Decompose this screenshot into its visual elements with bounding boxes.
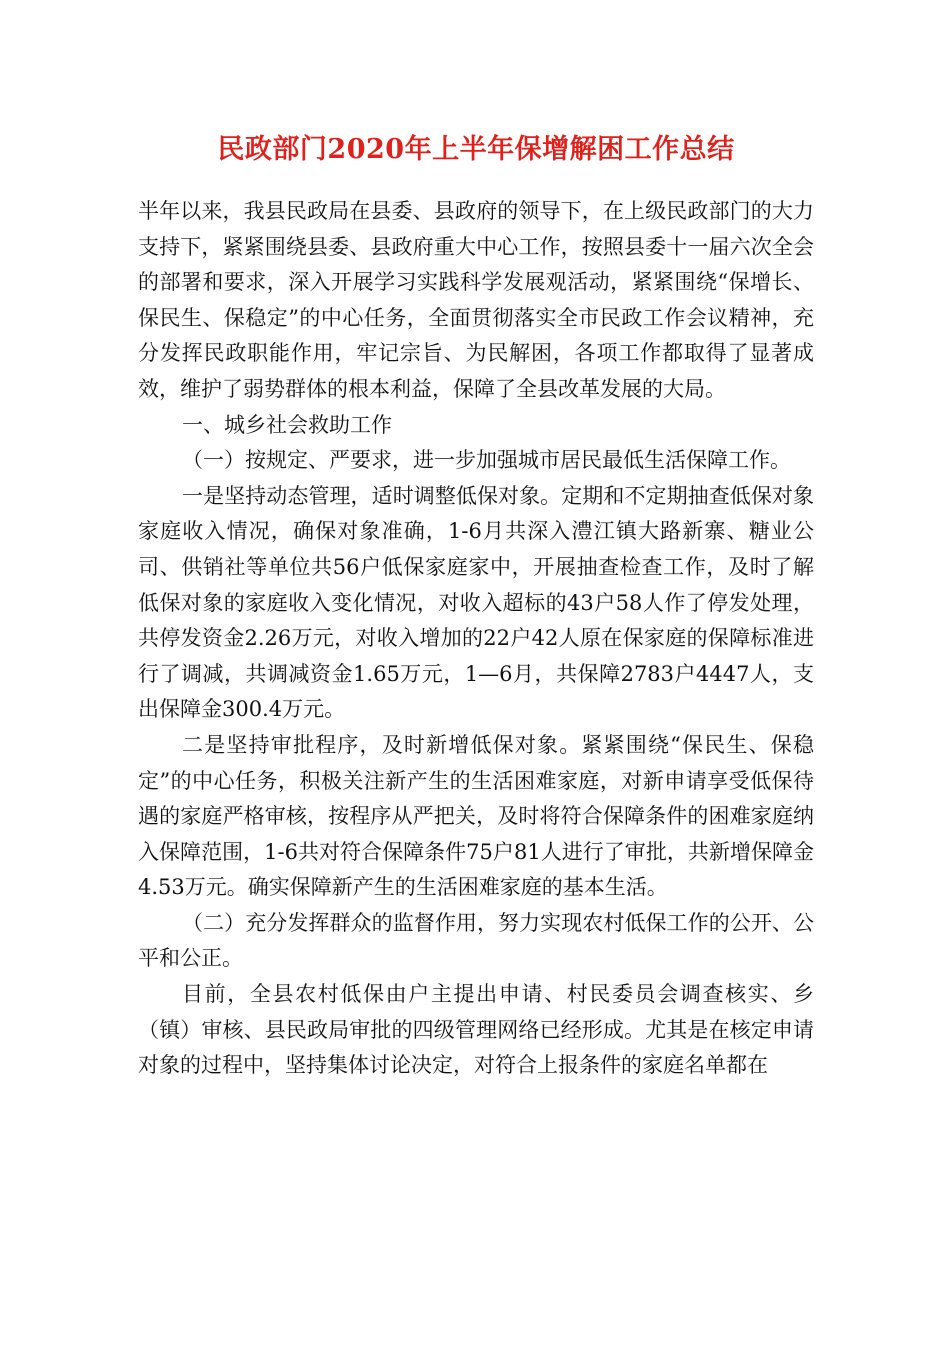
paragraph-intro: 半年以来，我县民政局在县委、县政府的领导下，在上级民政部门的大力支持下，紧紧围绕县委、县政府重大中心工作，按照县委十一届六次全会的部署和要求，深入开展学习实践科学发展观活动，紧紧围绕“保增长、保民生、保稳定”的中心任务，全面贯彻落实全市民政工作会议精神，充分发挥民政职能作用，牢记宗旨、为民解困，各项工作都取得了显著成效，维护了弱势群体的根本利益，保障了全县改革发展的大局。 <box>138 199 814 401</box>
document-page <box>0 130 950 1360</box>
document-title: 民政部门2020年上半年保增解困工作总结 <box>217 134 735 165</box>
section-heading: 一、城乡社会救助工作 <box>182 412 392 437</box>
document-body <box>138 194 814 1084</box>
paragraph: 二是坚持审批程序，及时新增低保对象。紧紧围绕“保民生、保稳定”的中心任务，积极关注新产生的生活困难家庭，对新申请享受低保待遇的家庭严格审核，按程序从严把关，及时将符合保障条件的困难家庭纳入保障范围，1-6共对符合保障条件75户81人进行了审批，共新增保障金4.53万元。确实保障新产生的生活困难家庭的基本生活。 <box>138 732 814 900</box>
paragraph: 一是坚持动态管理，适时调整低保对象。定期和不定期抽查低保对象家庭收入情况，确保对象准确，1-6月共深入澧江镇大路新寨、糖业公司、供销社等单位共56户低保家庭家中，开展抽查检查工作，及时了解低保对象的家庭收入变化情况，对收入超标的43户58人作了停发处理，共停发资金2.26万元，对收入增加的22户42人原在保家庭的保障标准进行了调减，共调减资金1.65万元，1—6月，共保障2783户4447人，支出保障金300.4万元。 <box>138 483 814 722</box>
paragraph: 目前，全县农村低保由户主提出申请、村民委员会调查核实、乡（镇）审核、县民政局审批的四级管理网络已经形成。尤其是在核定申请对象的过程中，坚持集体讨论决定，对符合上报条件的家庭名单都在 <box>138 982 814 1078</box>
subsection-heading: （二）充分发挥群众的监督作用，努力实现农村低保工作的公开、公平和公正。 <box>138 910 814 971</box>
subsection-heading: （一）按规定、严要求，进一步加强城市居民最低生活保障工作。 <box>182 448 791 473</box>
